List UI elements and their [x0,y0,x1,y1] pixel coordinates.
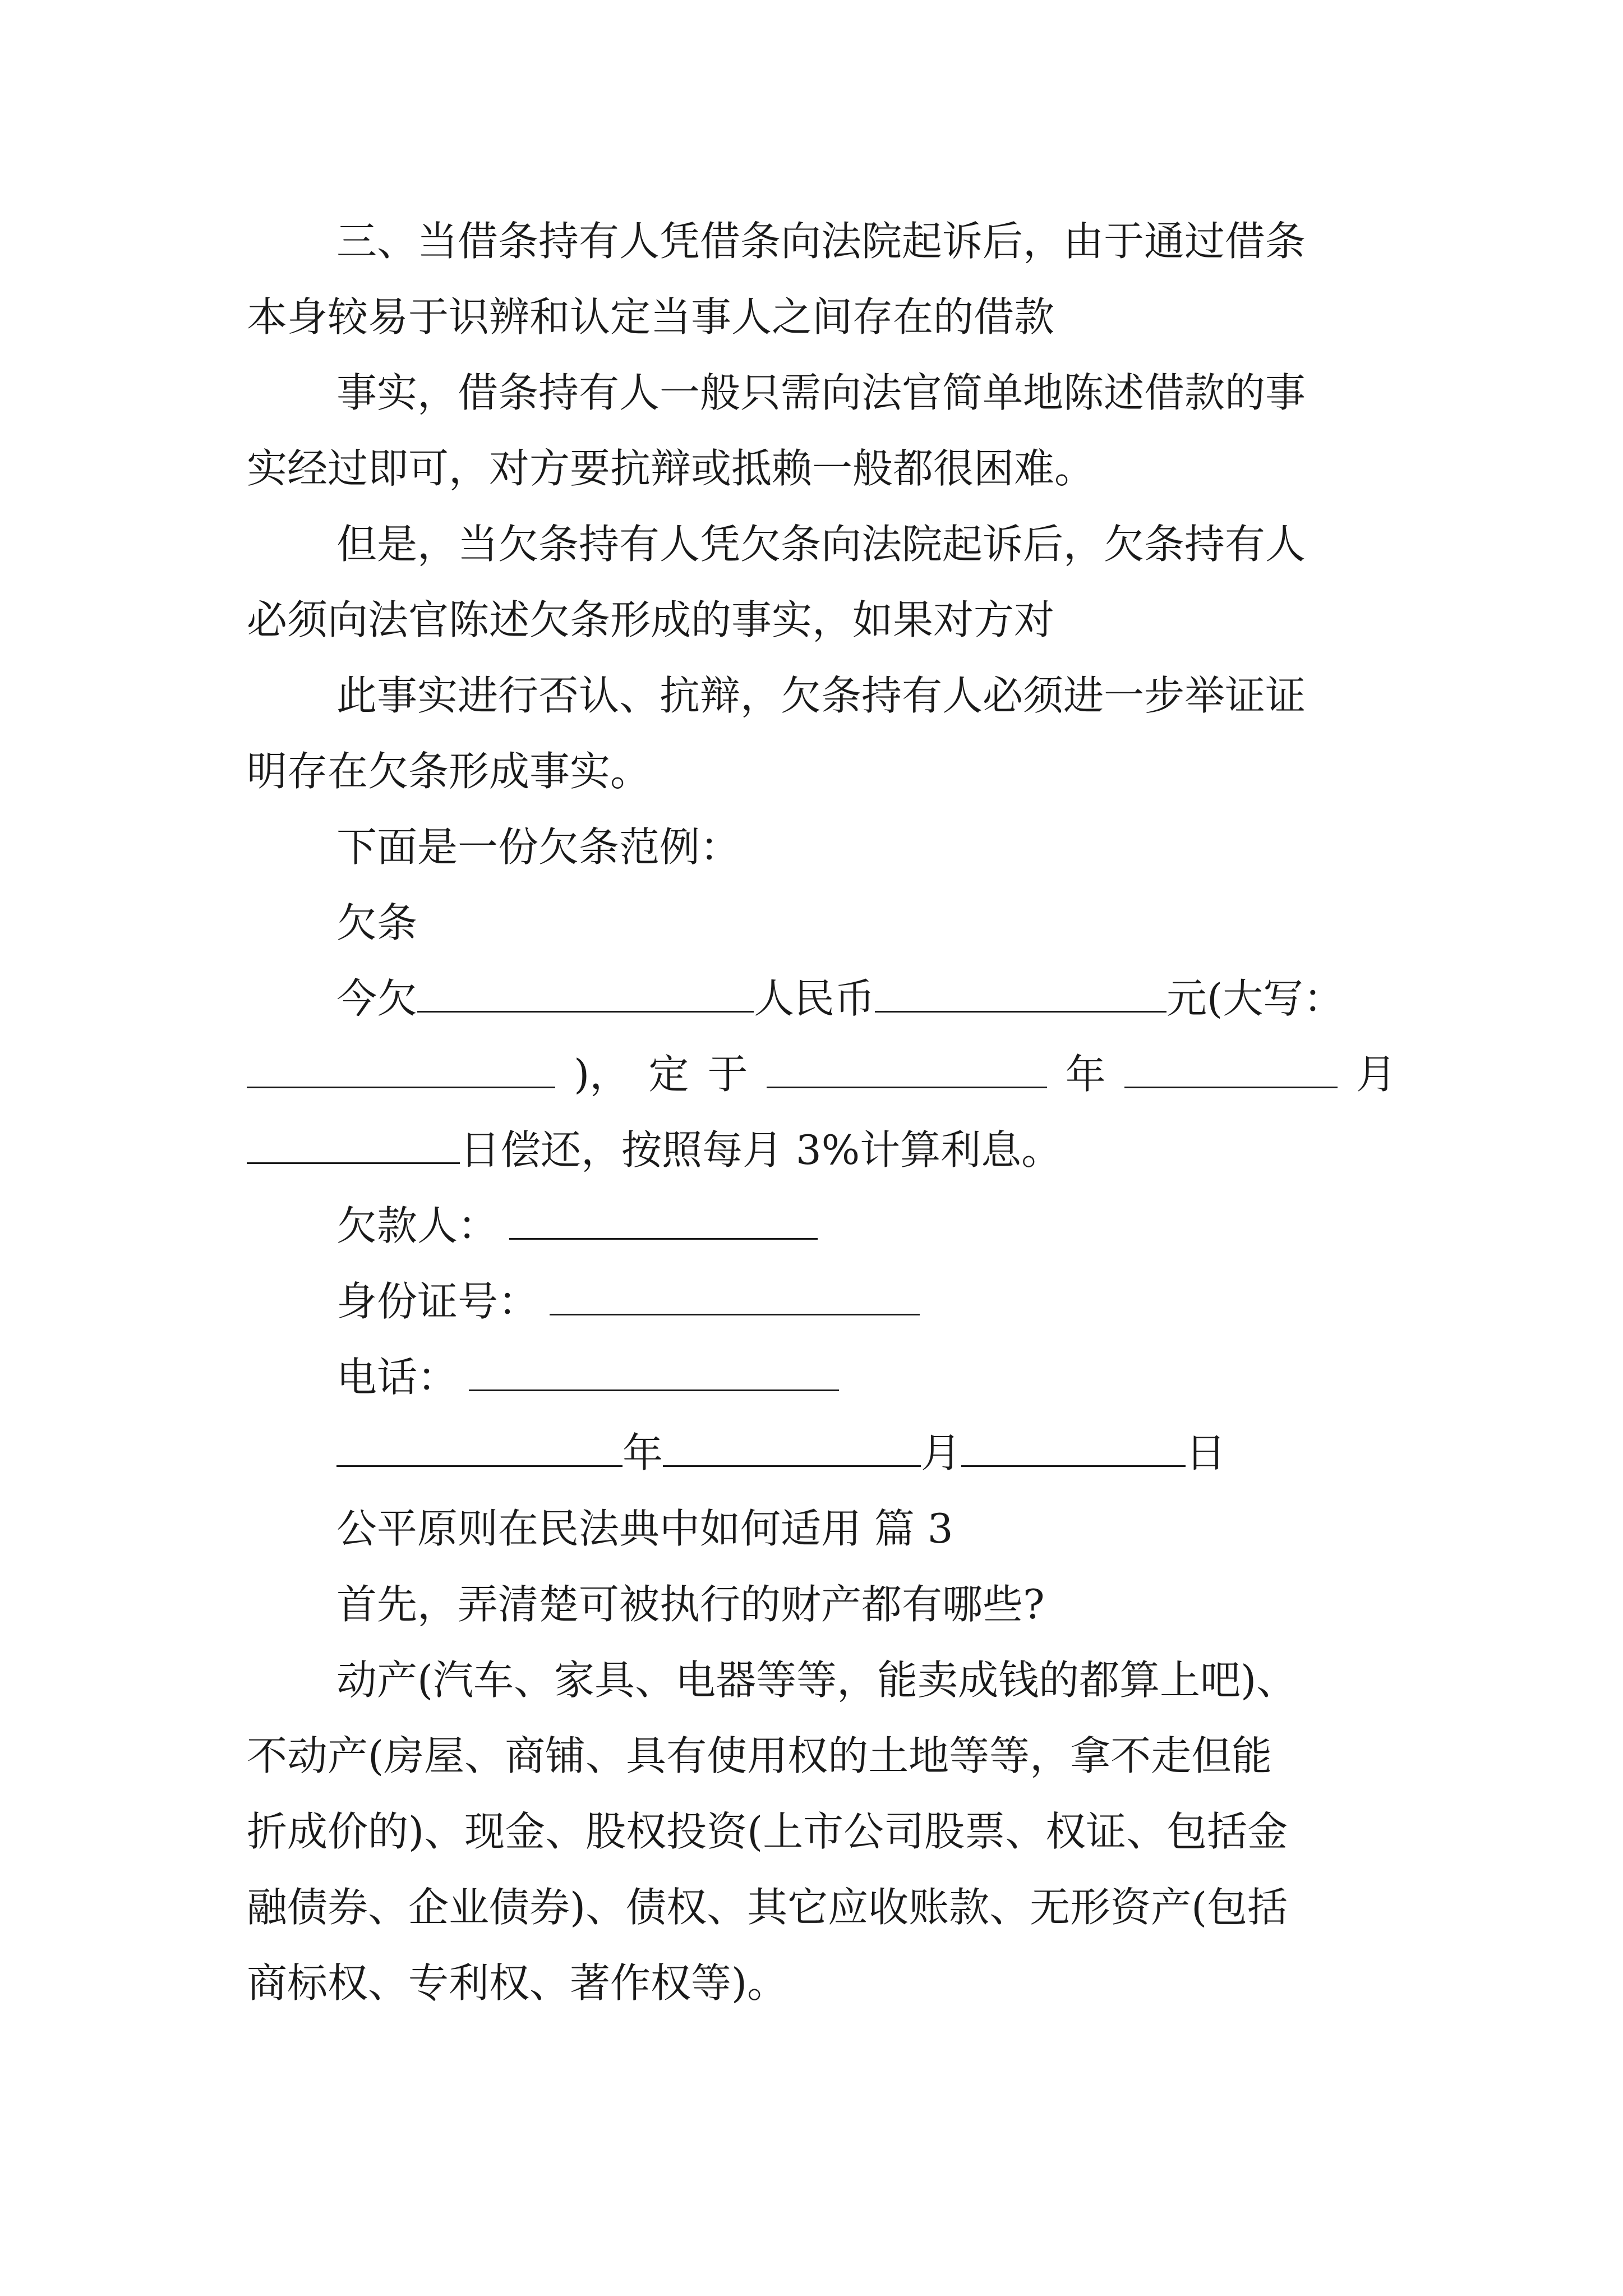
owe-label: 今欠 [336,975,418,1022]
paragraph-2-line-1: 事实，借条持有人一般只需向法官简单地陈述借款的事 [336,369,1306,416]
paragraph-4-line-1: 此事实进行否认、抗辩，欠条持有人必须进一步举证证 [336,672,1306,719]
example-intro: 下面是一份欠条范例： [336,823,741,871]
id-number-blank[interactable] [550,1278,920,1315]
paragraph-3-line-2: 必须向法官陈述欠条形成的事实，如果对方对 [247,596,1055,643]
paragraph-8-line-1: 动产(汽车、家具、电器等等，能卖成钱的都算上吧)、 [336,1657,1297,1704]
phone-line [336,1349,839,1405]
sign-year-blank[interactable] [336,1429,623,1467]
owe-blank[interactable] [417,975,754,1013]
paragraph-7: 首先，弄清楚可被执行的财产都有哪些? [336,1581,1045,1628]
repay-day-blank[interactable] [247,1126,460,1164]
yu-label: 于 [707,1051,748,1098]
amount-blank[interactable] [875,975,1166,1013]
debtor-line [336,1198,818,1254]
paragraph-8-line-3: 折成价的)、现金、股权投资(上市公司股票、权证、包括金 [247,1808,1288,1855]
phone-blank[interactable] [469,1354,839,1391]
sign-day-blank[interactable] [961,1429,1186,1467]
id-number-line [336,1273,920,1329]
repay-text: 日偿还，按照每月 3%计算利息。 [460,1126,1062,1174]
sign-month-blank[interactable] [663,1429,921,1467]
phone-label: 电话： [336,1354,458,1401]
yuan-label: 元(大写： [1166,975,1344,1022]
close-paren-label: )， [574,1051,630,1098]
form-owe-line [336,970,1344,1027]
paragraph-8-line-4: 融债券、企业债券)、债权、其它应收账款、无形资产(包括 [247,1884,1288,1931]
month-label: 月 [1355,1051,1396,1098]
paragraph-3-line-1: 但是，当欠条持有人凭欠条向法院起诉后，欠条持有人 [336,521,1306,568]
sign-month-label: 月 [921,1429,962,1476]
section-heading: 公平原则在民法典中如何适用 篇 3 [336,1505,953,1552]
year-label: 年 [1065,1051,1106,1098]
paragraph-8-line-2: 不动产(房屋、商铺、具有使用权的土地等等，拿不走但能 [247,1732,1272,1779]
form-repay-line [247,1122,1062,1178]
repay-month-blank[interactable] [1124,1051,1338,1088]
form-date-line [247,1046,1396,1102]
debtor-blank[interactable] [509,1202,818,1240]
ding-label: 定 [648,1051,689,1098]
paragraph-1-line-1: 三、当借条持有人凭借条向法院起诉后，由于通过借条 [336,218,1306,265]
sign-date-line [336,1425,1226,1481]
sign-day-label: 日 [1186,1429,1227,1476]
id-number-label: 身份证号： [336,1278,539,1325]
form-title: 欠条 [336,899,418,946]
paragraph-4-line-2: 明存在欠条形成事实。 [247,748,651,795]
repay-year-blank[interactable] [767,1051,1047,1088]
rmb-label: 人民币 [754,975,875,1022]
paragraph-1-line-2: 本身较易于识辨和认定当事人之间存在的借款 [247,293,1055,341]
paragraph-8-line-5: 商标权、专利权、著作权等)。 [247,1959,788,2007]
amount-uppercase-blank[interactable] [247,1051,555,1088]
debtor-label: 欠款人： [336,1202,499,1249]
sign-year-label: 年 [623,1429,663,1476]
paragraph-2-line-2: 实经过即可，对方要抗辩或抵赖一般都很困难。 [247,445,1095,492]
